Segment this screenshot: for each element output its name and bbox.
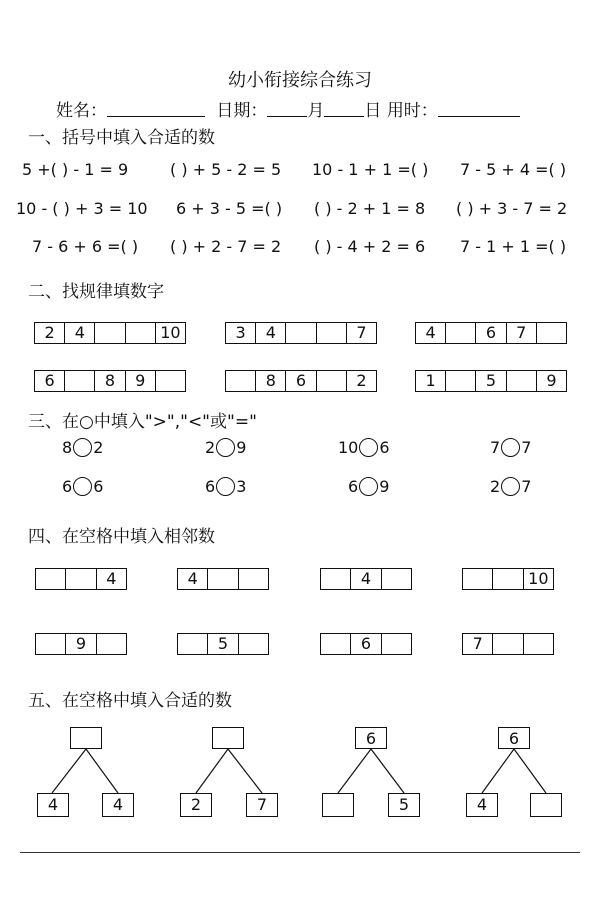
tree-branch-line [196, 749, 228, 793]
sequence-cell[interactable]: 2 [35, 323, 65, 343]
sequence-cell[interactable]: 4 [416, 323, 446, 343]
equation[interactable]: ( ) + 3 - 7 = 2 [456, 199, 568, 218]
sequence-cell[interactable]: 7 [356, 323, 367, 342]
day-label: 日 [364, 101, 382, 121]
equation[interactable]: ( ) - 4 + 2 = 6 [314, 237, 426, 256]
equation[interactable]: 10 - 1 + 1 =( ) [312, 160, 429, 179]
sequence-cell[interactable]: 8 [95, 371, 125, 391]
compare-right: 6 [93, 477, 104, 496]
sequence-cell[interactable]: 3 [226, 323, 256, 343]
tree-left-box[interactable]: 4 [466, 793, 498, 817]
sequence-cell[interactable]: 6 [286, 371, 316, 391]
adjacent-cell[interactable]: 9 [66, 634, 96, 654]
compare-left: 6 [205, 477, 216, 496]
sequence-cell[interactable]: 7 [507, 323, 537, 343]
compare-left: 6 [348, 477, 359, 496]
adjacent-cell[interactable]: 4 [106, 569, 117, 588]
tree-branch-line [86, 749, 118, 793]
sequence-cell[interactable]: 6 [35, 371, 65, 391]
equation[interactable]: ( ) - 2 + 1 = 8 [314, 199, 426, 218]
tree-right-box[interactable]: 7 [246, 793, 278, 817]
adjacent-cell[interactable]: 4 [178, 569, 208, 589]
equation[interactable]: 7 - 1 + 1 =( ) [460, 237, 567, 256]
compare-left: 7 [490, 438, 501, 457]
equation[interactable]: 7 - 5 + 4 =( ) [460, 160, 567, 179]
section5-heading: 五、在空格中填入合适的数 [28, 691, 232, 711]
adjacent-cell[interactable]: 6 [351, 634, 381, 654]
tree-top-box[interactable] [212, 727, 244, 749]
equation[interactable]: ( ) + 5 - 2 = 5 [170, 160, 282, 179]
compare-left: 2 [490, 477, 501, 496]
equation[interactable]: 6 + 3 - 5 =( ) [176, 199, 283, 218]
compare-right: 6 [379, 438, 390, 457]
sequence-cell[interactable]: 4 [256, 323, 286, 343]
tree-branch-line [228, 749, 262, 793]
tree-right-box[interactable]: 5 [388, 793, 420, 817]
section4-heading: 四、在空格中填入相邻数 [28, 527, 215, 547]
tree-branch-line [371, 749, 404, 793]
equation[interactable]: 7 - 6 + 6 =( ) [32, 237, 139, 256]
adjacent-cell[interactable]: 10 [528, 569, 549, 588]
tree-right-box[interactable] [530, 793, 562, 817]
sequence-cell[interactable]: 10 [160, 323, 181, 342]
compare-right: 9 [236, 438, 247, 457]
sequence-cell[interactable]: 2 [356, 371, 367, 390]
adjacent-cell[interactable]: 7 [463, 634, 493, 654]
equation[interactable]: 10 - ( ) + 3 = 10 [16, 199, 148, 218]
name-label: 姓名： [56, 101, 107, 121]
tree-branch-line [338, 749, 371, 793]
date-label: 日期： [216, 101, 268, 121]
sequence-cell[interactable]: 9 [546, 371, 557, 390]
tree-right-box[interactable]: 4 [102, 793, 134, 817]
tree-left-box[interactable]: 2 [180, 793, 212, 817]
compare-right: 2 [93, 438, 104, 457]
tree-top-box[interactable] [70, 727, 102, 749]
page-title: 幼小衔接综合练习 [228, 70, 372, 91]
adjacent-cell[interactable]: 4 [351, 569, 381, 589]
compare-right: 3 [236, 477, 247, 496]
tree-top-box[interactable]: 6 [355, 727, 387, 749]
section1-heading: 一、括号中填入合适的数 [28, 128, 215, 148]
compare-left: 10 [338, 438, 359, 457]
tree-branch-line [482, 749, 514, 793]
section3-heading: 三、在○中填入">","<"或"=" [28, 412, 257, 432]
time-label: 用时： [386, 101, 438, 121]
section2-heading: 二、找规律填数字 [28, 282, 164, 302]
compare-left: 6 [62, 477, 73, 496]
equation[interactable]: 5 +( ) - 1 = 9 [22, 160, 129, 179]
tree-left-box[interactable]: 4 [37, 793, 69, 817]
sequence-cell[interactable]: 9 [126, 371, 156, 391]
month-label: 月 [307, 101, 325, 121]
adjacent-cell[interactable]: 5 [208, 634, 238, 654]
tree-branch-line [52, 749, 86, 793]
tree-top-box[interactable]: 6 [498, 727, 530, 749]
compare-right: 9 [379, 477, 390, 496]
sequence-cell[interactable]: 4 [65, 323, 95, 343]
tree-branch-line [514, 749, 546, 793]
compare-right: 7 [521, 477, 532, 496]
bottom-divider [20, 852, 580, 853]
compare-left: 8 [62, 438, 73, 457]
equation[interactable]: ( ) + 2 - 7 = 2 [170, 237, 282, 256]
sequence-cell[interactable]: 6 [476, 323, 506, 343]
compare-left: 2 [205, 438, 216, 457]
compare-right: 7 [521, 438, 532, 457]
sequence-cell[interactable]: 8 [256, 371, 286, 391]
tree-left-box[interactable] [322, 793, 354, 817]
sequence-cell[interactable]: 5 [476, 371, 506, 391]
sequence-cell[interactable]: 1 [416, 371, 446, 391]
